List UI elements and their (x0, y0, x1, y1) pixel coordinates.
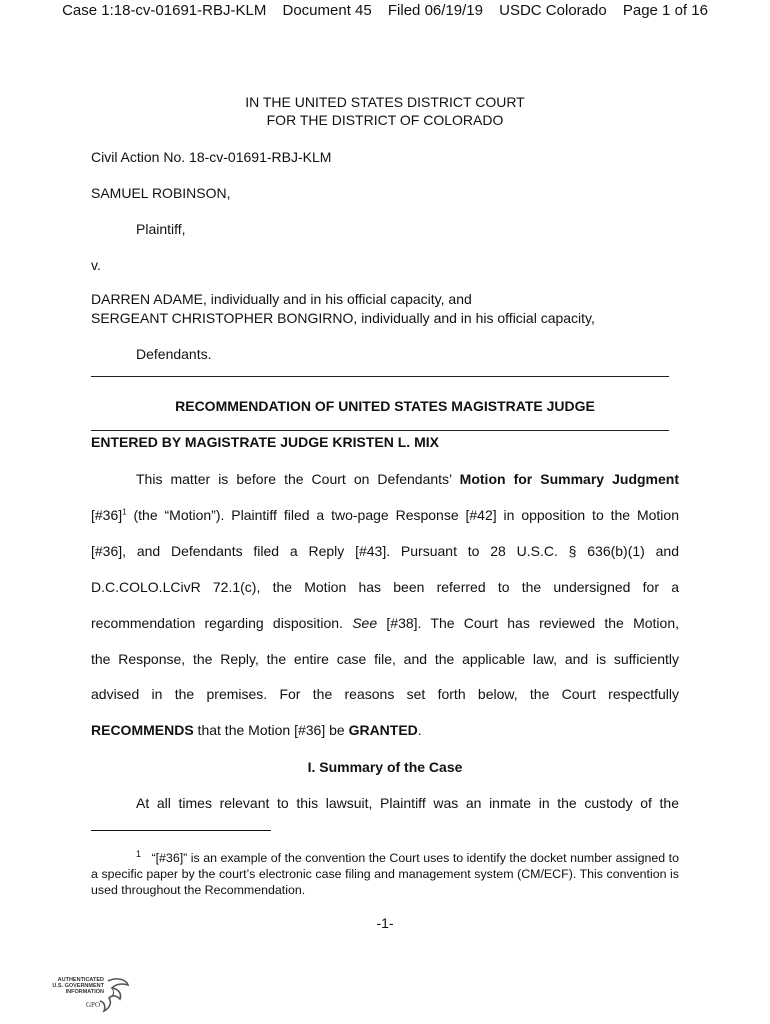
text-run: [#36] (91, 507, 123, 523)
versus: v. (91, 257, 101, 273)
motion-title: Motion for Summary Judgment (459, 471, 679, 487)
see-signal: See (352, 615, 378, 631)
section-heading: I. Summary of the Case (307, 759, 463, 775)
body-line-1 (136, 471, 679, 487)
defendants-role: Defendants. (136, 346, 212, 362)
granted-term: GRANTED (348, 722, 418, 738)
footnote-mark: 1 (136, 848, 142, 859)
logo-line: AUTHENTICATED (57, 977, 104, 983)
body-line-3: [#36], and Defendants filed a Reply [#43]. Pursuant to 28 U.S.C. § 636(b)(1) and (91, 543, 679, 559)
body-line-7: advised in the premises. For the reasons set forth below, the Court respectfully (91, 686, 679, 702)
caption-divider-top (91, 376, 669, 377)
entered-by: ENTERED BY MAGISTRATE JUDGE KRISTEN L. MIX (91, 434, 439, 450)
plaintiff-role: Plaintiff, (136, 221, 186, 237)
eagle-icon (42, 975, 134, 1015)
civil-action-number: Civil Action No. 18-cv-01691-RBJ-KLM (91, 149, 332, 165)
footnote (91, 850, 679, 898)
text-run: [#38]. The Court has reviewed the Motion, (377, 615, 679, 631)
court-line-2: FOR THE DISTRICT OF COLORADO (266, 112, 504, 128)
defendant-2: SERGEANT CHRISTOPHER BONGIRNO, individually and in his official capacity, (91, 310, 595, 326)
logo-line: INFORMATION (65, 989, 104, 995)
defendant-1: DARREN ADAME, individually and in his official capacity, and (91, 291, 472, 307)
footnote-divider (91, 830, 271, 831)
plaintiff-name: SAMUEL ROBINSON, (91, 185, 231, 201)
text-run: recommendation regarding disposition. (91, 615, 353, 631)
filed-date: Filed 06/19/19 (387, 2, 483, 19)
body-line-2 (91, 507, 679, 523)
body-line-5 (91, 615, 679, 631)
logo-gpo: GPO (86, 1001, 101, 1009)
case-number: Case 1:18-cv-01691-RBJ-KLM (62, 2, 267, 19)
footnote-reference: 1 (122, 507, 127, 517)
text-run: that the Motion [#36] be (193, 722, 349, 738)
text-run: . (417, 722, 422, 738)
body-line-8 (91, 722, 679, 738)
caption-divider-bottom (91, 430, 669, 431)
page-number: -1- (376, 915, 394, 931)
logo-line: U.S. GOVERNMENT (52, 983, 104, 989)
body-line-6: the Response, the Reply, the entire case file, and the applicable law, and is sufficiently (91, 651, 679, 667)
footnote-text: “[#36]” is an example of the convention the Court uses to identify the docket number assigned to a specific paper by the court’s electronic case filing and management system (CM/ECF). This convention is used throughout the Recommendation. (91, 851, 679, 897)
recommends-term: RECOMMENDS (91, 722, 194, 738)
body-line-9: At all times relevant to this lawsuit, Plaintiff was an inmate in the custody of the (136, 795, 679, 811)
text-run: (the “Motion”). Plaintiff filed a two-page Response [#42] in opposition to the Motion (126, 507, 679, 523)
court-line-1: IN THE UNITED STATES DISTRICT COURT (245, 94, 525, 110)
filing-header (0, 2, 770, 19)
page-indicator: Page 1 of 16 (622, 2, 708, 19)
text-run: This matter is before the Court on Defendants’ (136, 471, 460, 487)
document-title: RECOMMENDATION OF UNITED STATES MAGISTRATE JUDGE (175, 398, 595, 414)
court-name: USDC Colorado (499, 2, 607, 19)
body-line-4: D.C.COLO.LCivR 72.1(c), the Motion has been referred to the undersigned for a (91, 579, 679, 595)
gpo-authentication-logo (42, 975, 134, 1015)
document-number: Document 45 (282, 2, 372, 19)
